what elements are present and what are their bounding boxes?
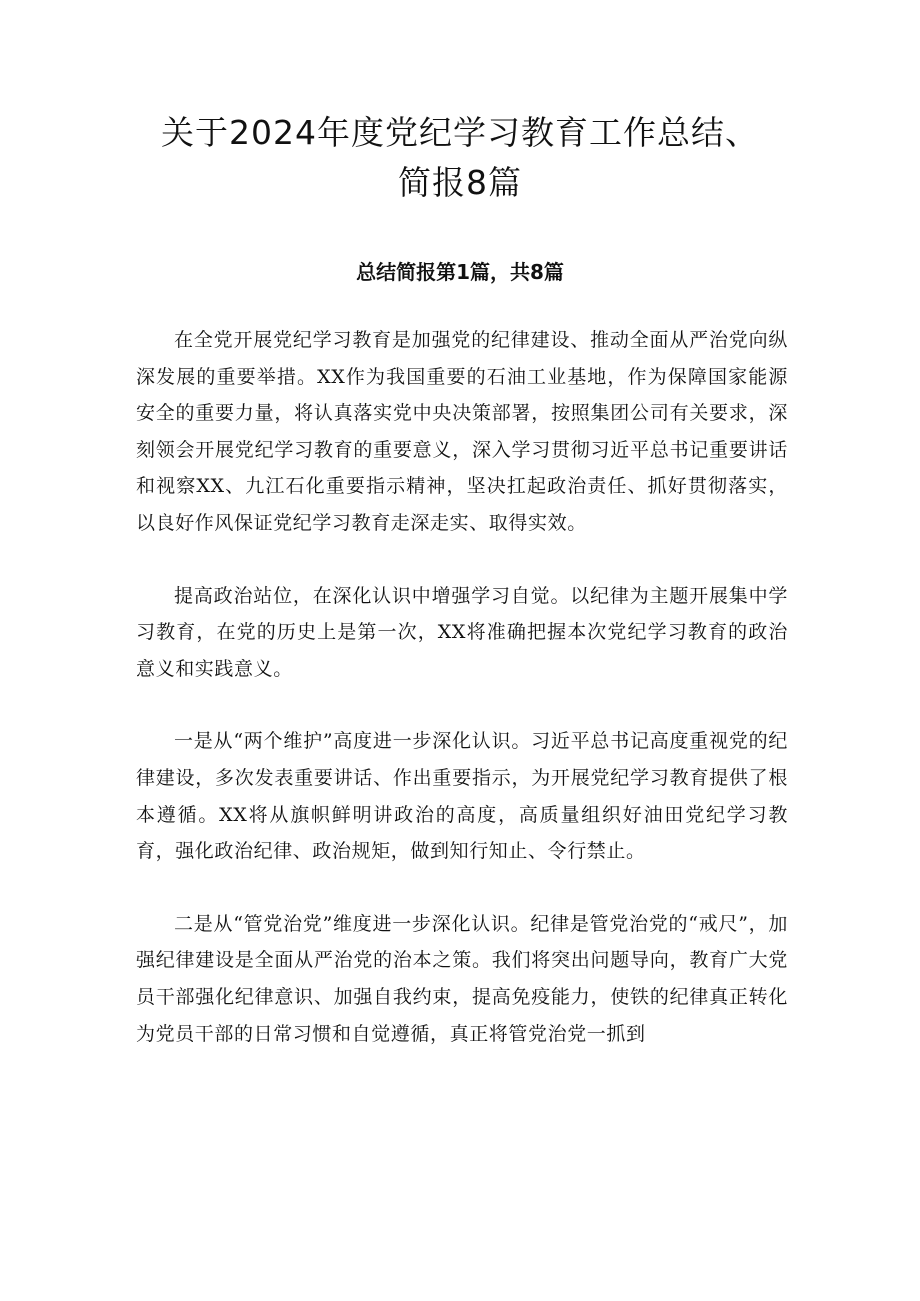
paragraph-3: 一是从“两个维护”高度进一步深化认识。习近平总书记高度重视党的纪律建设，多次发表重要讲话、作出重要指示，为开展党纪学习教育提供了根本遵循。XX将从旗帜鲜明讲政治的高度，高质量组织好油田党纪学习教育，强化政治纪律、政治规矩，做到知行知止、令行禁止。 — [136, 730, 788, 863]
paragraph-4: 二是从“管党治党”维度进一步深化认识。纪律是管党治党的“戒尺”，加强纪律建设是全面从严治党的治本之策。我们将突出问题导向，教育广大党员干部强化纪律意识、加强自我约束，提高免疫能力，使铁的纪律真正转化为党员干部的日常习惯和自觉遵循，真正将管党治党一抓到 — [136, 912, 788, 1045]
paragraph-1: 在全党开展党纪学习教育是加强党的纪律建设、推动全面从严治党向纵深发展的重要举措。XX作为我国重要的石油工业基地，作为保障国家能源安全的重要力量，将认真落实党中央决策部署，按照集团公司有关要求，深刻领会开展党纪学习教育的重要意义，深入学习贯彻习近平总书记重要讲话和视察XX、九江石化重要指示精神，坚决扛起政治责任、抓好贯彻落实，以良好作风保证党纪学习教育走深走实、取得实效。 — [136, 329, 788, 534]
document-subtitle: 总结简报第1篇，共8篇 — [356, 260, 564, 284]
document-title: 关于2024年度党纪学习教育工作总结、简报8篇 — [161, 113, 759, 202]
paragraph-2: 提高政治站位，在深化认识中增强学习自觉。以纪律为主题开展集中学习教育，在党的历史上是第一次，XX将准确把握本次党纪学习教育的政治意义和实践意义。 — [136, 584, 788, 680]
document-body — [136, 322, 788, 1088]
